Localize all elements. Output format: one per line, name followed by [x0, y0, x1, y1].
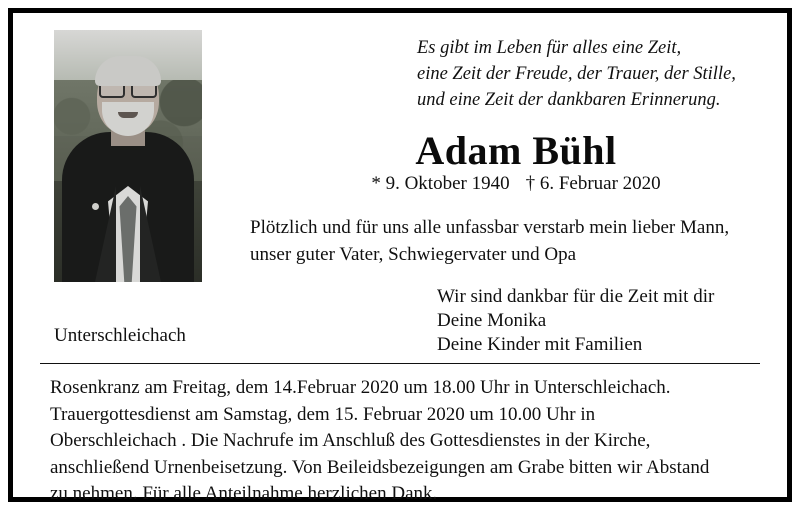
death-date: † 6. Februar 2020: [525, 173, 661, 194]
service-details-text: [50, 375, 766, 508]
survivors-line: Deine Monika: [437, 310, 547, 331]
place-name: Unterschleichach: [54, 325, 186, 346]
photo-lapel-pin: [92, 203, 99, 210]
obituary-content: [13, 13, 787, 504]
photo-hair: [95, 56, 161, 86]
service-details-line: Oberschleichach . Die Nachrufe im Anschluß des Gottesdienstes in der Kirche,: [50, 430, 651, 451]
poem-line: Es gibt im Leben für alles eine Zeit,: [417, 38, 682, 58]
poem-line: und eine Zeit der dankbaren Erinnerung.: [417, 90, 721, 110]
service-details-line: Rosenkranz am Freitag, dem 14.Februar 2020 um 18.00 Uhr in Unterschleichach.: [50, 377, 671, 398]
survivors-line: Deine Kinder mit Familien: [437, 334, 643, 355]
birth-date: * 9. Oktober 1940: [371, 173, 510, 194]
announcement-line: Plötzlich und für uns alle unfassbar verstarb mein lieber Mann,: [250, 217, 730, 238]
obituary-frame: [8, 8, 792, 502]
deceased-name: Adam Bühl: [415, 128, 617, 173]
memorial-poem: [417, 35, 789, 113]
poem-line: eine Zeit der Freude, der Trauer, der Stille,: [417, 64, 736, 84]
survivors-text: [437, 285, 789, 357]
photo-mouth: [118, 112, 138, 118]
service-details-line: anschließend Urnenbeisetzung. Von Beileidsbezeigungen am Grabe bitten wir Abstand: [50, 456, 710, 478]
service-details-line: Trauergottesdienst am Samstag, dem 15. Februar 2020 um 10.00 Uhr in: [50, 403, 596, 425]
service-details-line: zu nehmen. Für alle Anteilnahme herzlichen Dank.: [50, 483, 438, 504]
announcement-text: [250, 214, 790, 268]
life-dates: [243, 173, 789, 195]
survivors-line: Wir sind dankbar für die Zeit mit dir: [437, 286, 715, 307]
horizontal-divider: [40, 363, 760, 364]
announcement-line: unser guter Vater, Schwiegervater und Opa: [250, 244, 576, 265]
portrait-photo: [54, 30, 202, 282]
